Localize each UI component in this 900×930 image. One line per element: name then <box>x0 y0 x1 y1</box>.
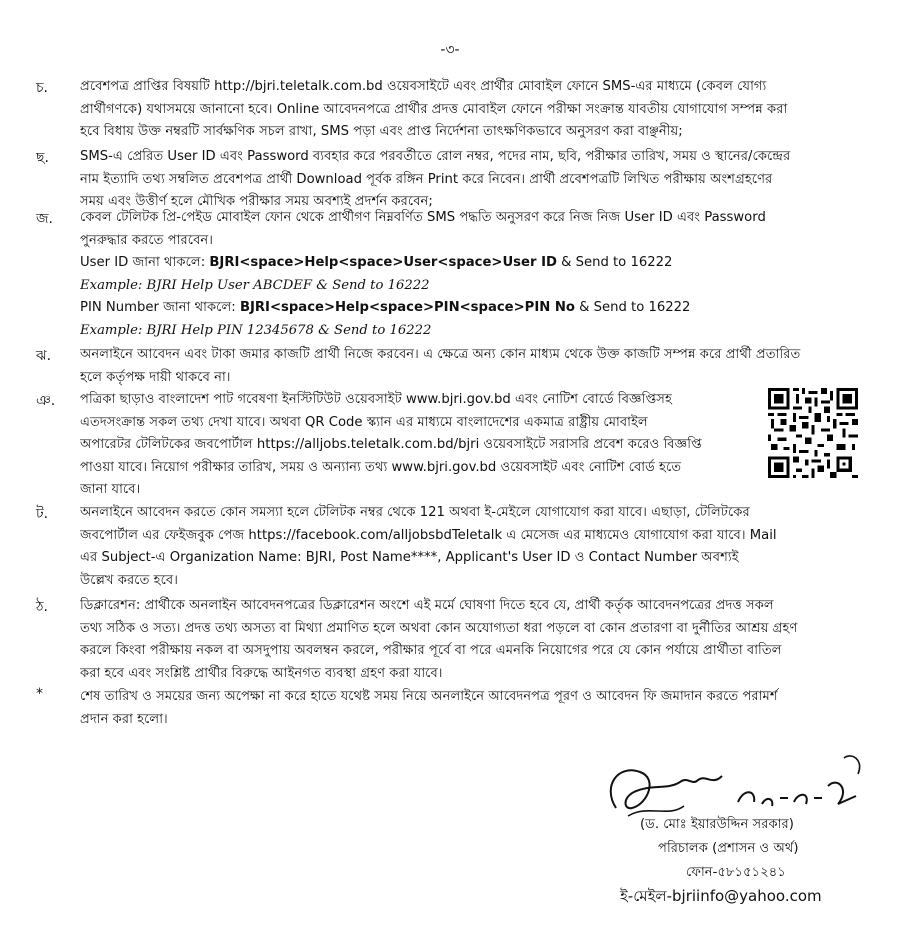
text-line: জানা যাবে। <box>80 482 141 497</box>
sms-userid-label: User ID জানা থাকলে: <box>80 255 210 270</box>
text-line: অনলাইনে আবেদন করতে কোন সমস্যা হলে টেলিটক নম্বর থেকে 121 অথবা ই-মেইলে যোগাযোগ করা যাবে। এছাড়া, টেলিটকের <box>80 505 750 520</box>
text-line: SMS-এ প্রেরিত User ID এবং Password ব্যবহার করে পরবর্তীতে রোল নম্বর, পদের নাম, ছবি, পরীক্ষার তারিখ, সময় ও স্থানের/কেন্দ্রের <box>80 149 791 164</box>
signatory-phone: ফোন-৫৮১৫১২৪১ <box>686 865 786 880</box>
clause-text <box>80 146 860 214</box>
text-line: পুনরুদ্ধার করতে পারবেন। <box>80 232 214 248</box>
text-line: এর Subject-এ Organization Name: BJRI, Post Name****, Applicant's User ID ও Contact Number অবশ্যই <box>80 550 739 565</box>
text-line: জবপোর্টাল এর ফেইজবুক পেজ https://facebook.com/alljobsbdTeletalk এ মেসেজ এর মাধ্যমেও যোগাযোগ করা যাবে। Mail <box>80 527 777 543</box>
text-line: পত্রিকা ছাড়াও বাংলাদেশ পাট গবেষণা ইনস্টিটিউট ওয়েবসাইট www.bjri.gov.bd এবং নোটিশ বোর্ডে বিজ্ঞপ্তিসহ <box>80 392 672 407</box>
sms-userid-example: Example: BJRI Help User ABCDEF & Send to 16222 <box>80 277 430 293</box>
sms-pin-command: BJRI<space>Help<space>PIN<space>PIN No <box>239 300 575 315</box>
signature-block <box>0 740 900 930</box>
clause-marker: ঠ. <box>36 599 48 615</box>
sms-pin-line <box>80 297 860 320</box>
qr-code-image <box>768 386 858 480</box>
sms-pin-example: Example: BJRI Help PIN 12345678 & Send to 16222 <box>80 322 432 338</box>
clause-marker: ঞ. <box>36 393 56 409</box>
text-line: হবে বিধায় উক্ত নম্বরটি সার্বক্ষণিক সচল রাখা, SMS পড়া এবং প্রাপ্ত নির্দেশনা তাৎক্ষণিকভাবে অনুসরণ করা বাঞ্ছনীয়; <box>80 124 683 139</box>
text-line: পাওয়া যাবে। নিয়োগ পরীক্ষার তারিখ, সময় ও অন্যান্য তথ্য www.bjri.gov.bd ওয়েবসাইট এবং নোটিশ বোর্ড হতে <box>80 459 682 475</box>
clause-text <box>80 595 860 685</box>
clause-text <box>80 344 860 389</box>
signatory-email: ই-মেইল-bjriinfo@yahoo.com <box>620 887 822 905</box>
clause-text <box>80 686 860 731</box>
clause-marker: চ. <box>36 80 49 96</box>
text-line: প্রবেশপত্র প্রাপ্তির বিষয়টি http://bjri.teletalk.com.bd ওয়েবসাইটে এবং প্রার্থীর মোবাইল ফোনে SMS-এর মাধ্যমে (কেবল যোগ্য <box>80 79 767 94</box>
text-line: করলে কিংবা পরীক্ষায় নকল বা অসদুপায় অবলম্বন করলে, পরীক্ষার পূর্বে বা পরে এমনকি নিয়োগের পরে যে কোন পর্যায়ে প্রার্থীতা বাতিল <box>80 643 782 658</box>
sms-userid-command: BJRI<space>Help<space>User<space>User ID <box>209 255 557 270</box>
text-line: ডিক্লারেশন: প্রার্থীকে অনলাইন আবেদনপত্রের ডিক্লারেশন অংশে এই মর্মে ঘোষণা দিতে হবে যে, প্রার্থী কর্তৃক আবেদনপত্রের প্রদত্ত সকল <box>80 598 774 613</box>
text-line: করা হবে এবং সংশ্লিষ্ট প্রার্থীর বিরুদ্ধে আইনগত ব্যবস্থা গ্রহণ করা যাবে। <box>80 665 443 681</box>
text-line: শেষ তারিখ ও সময়ের জন্য অপেক্ষা না করে হাতে যথেষ্ট সময় নিয়ে অনলাইনে আবেদনপত্র পূরণ ও আবেদন ফি জমাদান করতে পরামর্শ <box>80 689 778 704</box>
text-line: প্রদান করা হলো। <box>80 711 168 727</box>
sms-userid-send: & Send to 16222 <box>556 255 673 270</box>
sms-pin-send: & Send to 16222 <box>574 300 691 315</box>
clause-text <box>80 389 760 502</box>
sms-userid-line <box>80 252 860 275</box>
clause-text <box>80 502 860 592</box>
signatory-designation: পরিচালক (প্রশাসন ও অর্থ) <box>658 841 799 856</box>
page-number: -৩- <box>440 42 460 58</box>
sms-pin-label: PIN Number জানা থাকলে: <box>80 300 240 315</box>
text-line: অনলাইনে আবেদন এবং টাকা জমার কাজটি প্রার্থী নিজে করবেন। এ ক্ষেত্রে অন্য কোন মাধ্যম থেকে উক্ত কাজটি সম্পন্ন করে প্রার্থী প্রতারিত <box>80 347 801 362</box>
clause-marker: * <box>36 686 43 702</box>
text-line: উল্লেখ করতে হবে। <box>80 572 178 588</box>
text-line: হলে কর্তৃপক্ষ দায়ী থাকবে না। <box>80 369 231 385</box>
clause-marker: ট. <box>36 506 49 522</box>
text-line: এতদসংক্রান্ত সকল তথ্য দেখা যাবে। অথবা QR Code স্ক্যান এর মাধ্যমে বাংলাদেশের একমাত্র রাষ্ট্রীয় মোবাইল <box>80 414 648 430</box>
clause-marker: ঝ. <box>36 348 52 364</box>
clause-marker: জ. <box>36 211 53 227</box>
text-line: নাম ইত্যাদি তথ্য সম্বলিত প্রবেশপত্র প্রার্থী Download পূর্বক রঙ্গিন Print করে নিবেন। প্রার্থী প্রবেশপত্রটি লিখিত পরীক্ষায় অংশগ্রহণের <box>80 171 773 187</box>
text-line: প্রার্থীগণকে) যথাসময়ে জানানো হবে। Online আবেদনপত্রে প্রার্থীর প্রদত্ত মোবাইল ফোনে পরীক্ষা সংক্রান্ত যাবতীয় যোগাযোগ সম্পন্ন করা <box>80 101 788 117</box>
clause-marker: ছ. <box>36 150 49 166</box>
text-line: তথ্য সঠিক ও সত্য। প্রদত্ত তথ্য অসত্য বা মিথ্যা প্রমাণিত হলে অথবা কোন অযোগ্যতা ধরা পড়লে বা কোন প্রতারণা বা দুর্নীতির আশ্রয় গ্রহণ <box>80 620 798 636</box>
text-line: কেবল টেলিটক প্রি-পেইড মোবাইল ফোন থেকে প্রার্থীগণ নিম্নবর্ণিত SMS পদ্ধতি অনুসরণ করে নিজ নিজ User ID এবং Password <box>80 210 766 225</box>
text-line: অপারেটর টেলিটকের জবপোর্টাল https://alljobs.teletalk.com.bd/bjri ওয়েবসাইটে সরাসরি প্রবেশ করেও বিজ্ঞপ্তি <box>80 437 702 452</box>
signatory-name: (ড. মোঃ ইয়ারউদ্দিন সরকার) <box>640 817 794 832</box>
clause-text <box>80 76 860 144</box>
text-line: সময় এবং উত্তীর্ণ হলে মৌখিক পরীক্ষার সময় অবশ্যই প্রদর্শন করবেন; <box>80 194 433 209</box>
clause-text <box>80 207 860 342</box>
